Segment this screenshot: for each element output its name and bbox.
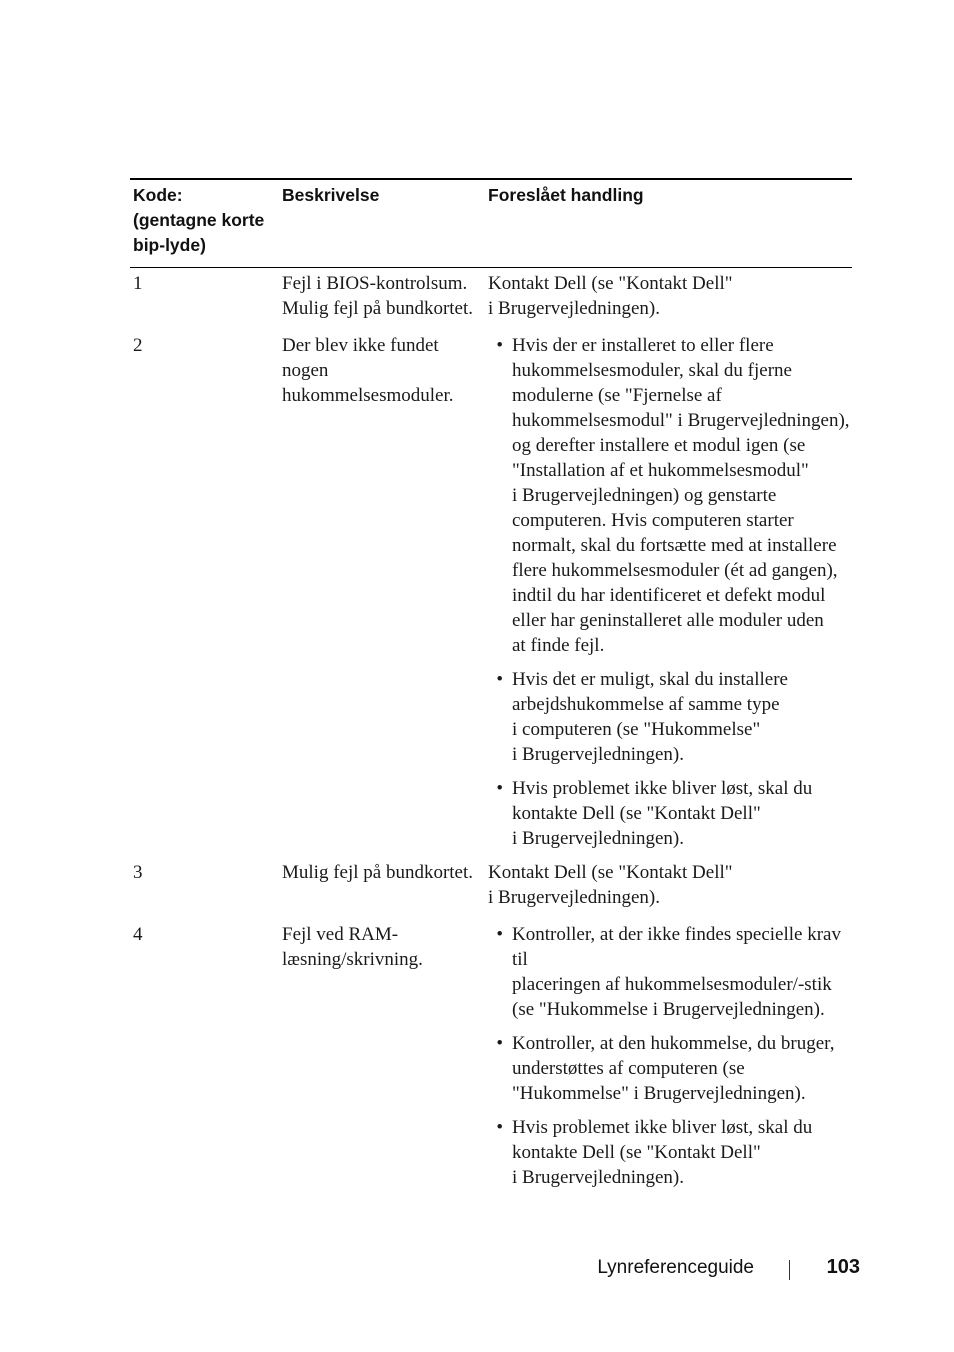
beep-code-table — [130, 178, 852, 1190]
list-item — [488, 333, 852, 658]
code-cell: 1 — [133, 273, 143, 294]
footer-guide-title: Lynreferenceguide — [597, 1257, 754, 1278]
table-row — [130, 333, 852, 851]
header-rule — [130, 267, 852, 268]
bullet-text: Hvis problemet ikke bliver løst, skal du kontakte Dell (se "Kontakt Dell" i Brugervejledningen). — [512, 1117, 813, 1188]
header-code: Kode: (gentagne korte bip-lyde) — [133, 185, 265, 255]
bullet-text: Kontroller, at den hukommelse, du bruger, understøttes af computeren (se "Hukommelse" i Brugervejledningen). — [512, 1033, 835, 1104]
action-cell: Kontakt Dell (se "Kontakt Dell" i Brugervejledningen). — [488, 862, 733, 908]
table-row — [130, 860, 852, 910]
description-cell: Der blev ikke fundet nogen hukommelsesmoduler. — [282, 335, 454, 406]
list-item — [488, 1115, 852, 1190]
bullet-icon: • — [496, 1117, 503, 1138]
list-item — [488, 776, 852, 851]
table-row — [130, 271, 852, 321]
header-description: Beskrivelse — [282, 185, 380, 205]
footer-divider — [789, 1260, 790, 1280]
description-cell: Mulig fejl på bundkortet. — [282, 862, 474, 883]
description-cell: Fejl i BIOS-kontrolsum. Mulig fejl på bundkortet. — [282, 273, 474, 319]
bullet-text: Hvis problemet ikke bliver løst, skal du kontakte Dell (se "Kontakt Dell" i Brugervejledningen). — [512, 778, 813, 849]
bullet-icon: • — [496, 924, 503, 945]
list-item — [488, 922, 852, 1022]
list-item — [488, 667, 852, 767]
description-cell: Fejl ved RAM- læsning/skrivning. — [282, 924, 423, 970]
header-suggested-action: Foreslået handling — [488, 185, 644, 205]
bullet-icon: • — [496, 335, 503, 356]
page-number: 103 — [826, 1256, 860, 1278]
table-header-row — [130, 180, 852, 267]
page-footer — [0, 1256, 954, 1282]
bullet-icon: • — [496, 778, 503, 799]
bullet-text: Kontroller, at der ikke findes specielle krav til placeringen af hukommelsesmoduler/-stik (se "Hukommelse i Brugervejledningen). — [512, 924, 841, 1020]
code-cell: 3 — [133, 862, 143, 883]
code-cell: 2 — [133, 335, 143, 356]
bullet-text: Hvis det er muligt, skal du installere arbejdshukommelse af samme type i computeren (se "Hukommelse" i Brugervejledningen). — [512, 669, 788, 765]
code-cell: 4 — [133, 924, 143, 945]
action-cell: Kontakt Dell (se "Kontakt Dell" i Brugervejledningen). — [488, 273, 733, 319]
bullet-text: Hvis der er installeret to eller flere hukommelsesmoduler, skal du fjerne modulerne (se "Fjernelse af hukommelsesmodul" i Brugervejledningen), og derefter installere et modul igen (se "Installation af et hukommelsesmodul" i Brugervejledningen) og genstarte computeren. Hvis computeren starter normalt, skal du fortsætte med at installere flere hukommelsesmoduler (ét ad gangen), indtil du har identificeret et defekt modul eller har geninstalleret alle moduler uden at finde fejl. — [512, 335, 850, 656]
action-bullet-list — [488, 922, 852, 1190]
list-item — [488, 1031, 852, 1106]
action-bullet-list — [488, 333, 852, 851]
bullet-icon: • — [496, 1033, 503, 1054]
table-row — [130, 922, 852, 1190]
bullet-icon: • — [496, 669, 503, 690]
